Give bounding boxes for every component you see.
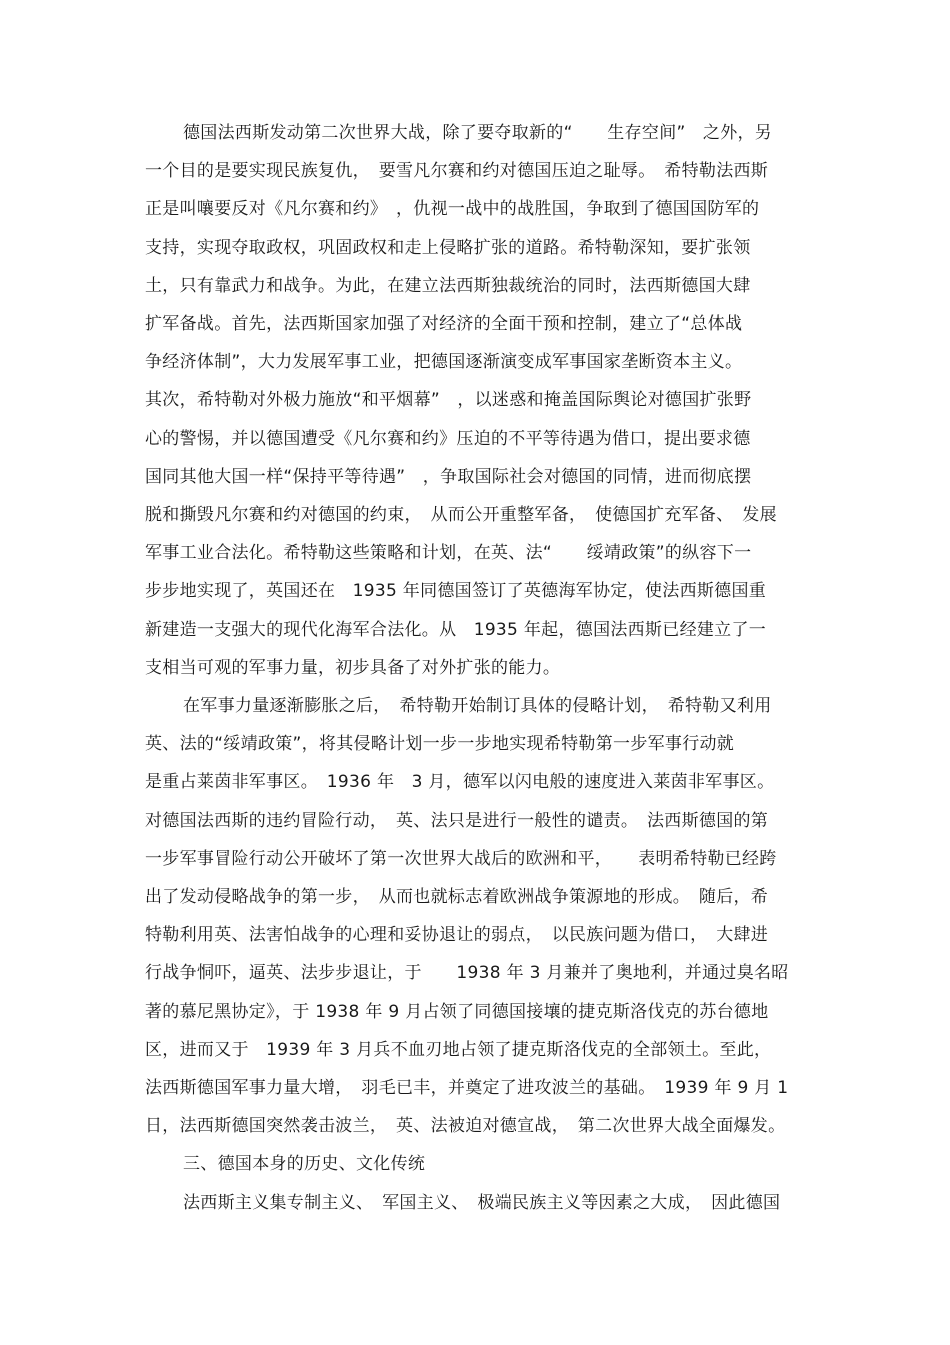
text-line: 心的警惕，并以德国遭受《凡尔赛和约》压迫的不平等待遇为借口，提出要求德 bbox=[145, 428, 751, 449]
text-line: 英、法的“绥靖政策”，将其侵略计划一步一步地实现希特勒第一步军事行动就 bbox=[145, 734, 735, 755]
text-line: 行战争恫吓，逼英、法步步退让，于 1938 年 3 月兼并了奥地利，并通过臭名昭 bbox=[145, 963, 789, 984]
text-line: 军事工业合法化。希特勒这些策略和计划，在英、法“ 绥靖政策”的纵容下一 bbox=[145, 543, 752, 564]
text-line: 国同其他大国一样“保持平等待遇” ，争取国际社会对德国的同情，进而彻底摆 bbox=[145, 466, 752, 487]
section-heading: 三、德国本身的历史、文化传统 bbox=[183, 1154, 426, 1175]
text-line: 日，法西斯德国突然袭击波兰， 英、法被迫对德宣战， 第二次世界大战全面爆发。 bbox=[145, 1116, 786, 1137]
text-line: 法西斯主义集专制主义、 军国主义、 极端民族主义等因素之大成， 因此德国 bbox=[183, 1192, 781, 1213]
text-line: 新建造一支强大的现代化海军合法化。从 1935 年起，德国法西斯已经建立了一 bbox=[145, 619, 767, 640]
text-line: 脱和撕毁凡尔赛和约对德国的约束， 从而公开重整军备， 使德国扩充军备、 发展 bbox=[145, 505, 777, 525]
text-line: 出了发动侵略战争的第一步， 从而也就标志着欧洲战争策源地的形成。 随后，希 bbox=[145, 887, 769, 907]
text-line: 步步地实现了，英国还在 1935 年同德国签订了英德海军协定，使法西斯德国重 bbox=[145, 581, 767, 602]
text-line: 支相当可观的军事力量，初步具备了对外扩张的能力。 bbox=[145, 657, 561, 678]
text-line: 对德国法西斯的违约冒险行动， 英、法只是进行一般性的谴责。 法西斯德国的第 bbox=[145, 810, 769, 831]
text-line: 德国法西斯发动第二次世界大战，除了要夺取新的“ 生存空间” 之外，另 bbox=[183, 123, 773, 143]
text-line: 区，进而又于 1939 年 3 月兵不血刃地占领了捷克斯洛伐克的全部领土。至此， bbox=[145, 1039, 772, 1060]
text-line: 扩军备战。首先，法西斯国家加强了对经济的全面干预和控制，建立了“总体战 bbox=[145, 314, 743, 334]
text-line: 正是叫嚷要反对《凡尔赛和约》 ，仇视一战中的战胜国，争取到了德国国防军的 bbox=[145, 199, 760, 220]
text-line: 是重占莱茵非军事区。 1936 年 3 月，德军以闪电般的速度进入莱茵非军事区。 bbox=[145, 772, 775, 793]
text-line: 其次，希特勒对外极力施放“和平烟幕” ，以迷惑和掩盖国际舆论对德国扩张野 bbox=[145, 390, 752, 411]
text-line: 法西斯德国军事力量大增， 羽毛已丰，并奠定了进攻波兰的基础。 1939 年 9 月 1 bbox=[145, 1078, 789, 1098]
text-line: 支持，实现夺取政权，巩固政权和走上侵略扩张的道路。希特勒深知，要扩张领 bbox=[145, 237, 751, 258]
text-line: 特勒利用英、法害怕战争的心理和妥协退让的弱点， 以民族问题为借口， 大肆进 bbox=[145, 925, 769, 946]
text-line: 争经济体制”，大力发展军事工业，把德国逐渐演变成军事国家垄断资本主义。 bbox=[145, 352, 743, 373]
text-line: 一步军事冒险行动公开破坏了第一次世界大战后的欧洲和平， 表明希特勒已经跨 bbox=[145, 848, 777, 869]
text-line: 在军事力量逐渐膨胀之后， 希特勒开始制订具体的侵略计划， 希特勒又利用 bbox=[183, 696, 772, 716]
text-line: 著的慕尼黑协定》，于 1938 年 9 月占领了同德国接壤的捷克斯洛伐克的苏台德地 bbox=[145, 1001, 769, 1022]
text-line: 土，只有靠武力和战争。为此，在建立法西斯独裁统治的同时，法西斯德国大肆 bbox=[145, 275, 751, 296]
text-line: 一个目的是要实现民族复仇， 要雪凡尔赛和约对德国压迫之耻辱。 希特勒法西斯 bbox=[145, 161, 769, 182]
